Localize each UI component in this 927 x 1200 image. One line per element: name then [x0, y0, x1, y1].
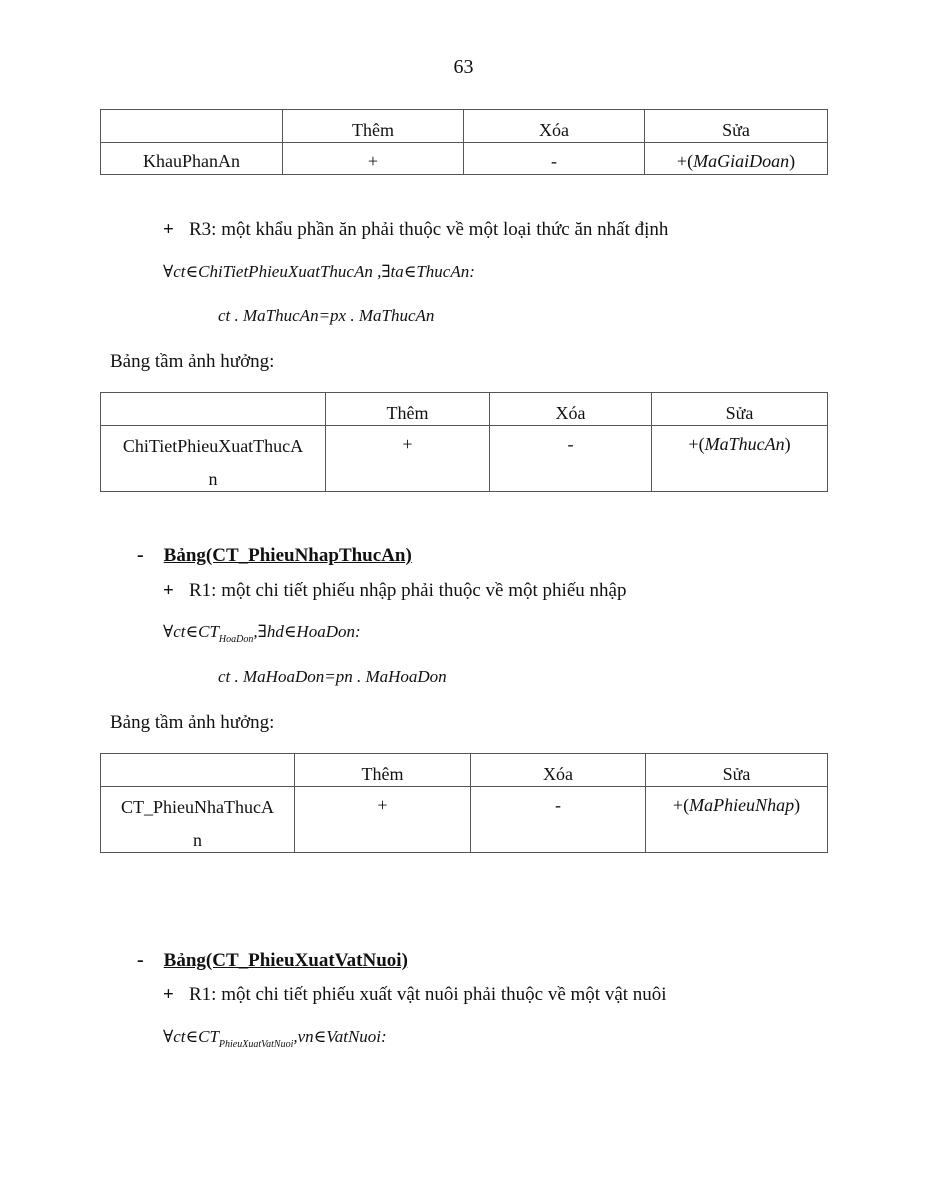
header-cell-empty [101, 754, 295, 787]
them-cell: + [295, 787, 471, 853]
table-row [101, 426, 828, 492]
table-name-line-2: n [193, 830, 202, 850]
sua-prefix: +( [672, 795, 690, 815]
formula-part-b: ,∃hd∈HoaDon: [253, 622, 361, 641]
rule-r3-text: R3: một khẩu phần ăn phải thuộc về một loại thức ăn nhất định [189, 219, 669, 240]
table-name-cell [101, 787, 295, 853]
rule-r1-formula-2: ct . MaHoaDon=pn . MaHoaDon [218, 667, 447, 686]
dash-bullet: - [137, 949, 144, 971]
table-name-cell: KhauPhanAn [101, 143, 283, 175]
sua-prefix: +( [688, 434, 705, 454]
section-title: Bảng(CT_PhieuNhapThucAn) [163, 545, 412, 566]
sua-suffix: ) [789, 151, 796, 171]
impact-label: Bảng tầm ảnh hưởng: [110, 712, 275, 733]
sua-cell [646, 787, 828, 853]
table-header-row [101, 110, 828, 143]
formula-part-a: ∀ct∈CT [163, 1027, 219, 1046]
header-cell-sua: Sửa [645, 110, 828, 143]
sua-field: MaPhieuNhap [689, 795, 795, 815]
header-cell-sua: Sửa [652, 393, 828, 426]
sua-field: MaGiaiDoan [693, 151, 790, 171]
table-name-line-1: CT_PhieuNhaThucA [121, 797, 274, 817]
rule-r1-vatnuoi [163, 984, 667, 1006]
header-cell-xoa: Xóa [471, 754, 646, 787]
dash-bullet: - [137, 544, 144, 566]
page-number: 63 [453, 56, 474, 78]
table-header-row [101, 754, 828, 787]
header-cell-xoa: Xóa [464, 110, 645, 143]
formula-subscript: HoaDon [218, 634, 254, 645]
header-cell-empty [101, 393, 326, 426]
section-heading-phieunhap [137, 544, 412, 567]
impact-table-khauphanan [100, 109, 828, 175]
impact-label: Bảng tầm ảnh hưởng: [110, 351, 275, 372]
table-header-row [101, 393, 828, 426]
sua-field: MaThucAn [704, 434, 785, 454]
sua-prefix: +( [676, 151, 694, 171]
bullet-plus: + [163, 984, 174, 1005]
sua-cell [645, 143, 828, 175]
sua-suffix: ) [784, 434, 791, 454]
xoa-cell: - [464, 143, 645, 175]
bullet-plus: + [163, 580, 174, 601]
table-name-line-2: n [208, 469, 218, 489]
header-cell-xoa: Xóa [490, 393, 652, 426]
formula-part-b: ,vn∈VatNuoi: [293, 1027, 387, 1046]
table-name-cell [101, 426, 326, 492]
impact-table-ct-phieunhap [100, 753, 828, 853]
header-cell-them: Thêm [283, 110, 464, 143]
header-cell-them: Thêm [295, 754, 471, 787]
rule-r1-vatnuoi-formula [163, 1027, 387, 1050]
table-row [101, 787, 828, 853]
header-cell-them: Thêm [326, 393, 490, 426]
rule-r1-formula-1 [163, 622, 361, 645]
xoa-cell: - [471, 787, 646, 853]
bullet-plus: + [163, 219, 174, 240]
xoa-cell: - [490, 426, 652, 492]
section-heading-phieuxuatvatnuoi [137, 949, 408, 972]
impact-table-chitietphieuxuat [100, 392, 828, 492]
rule-r1-phieunhap [163, 580, 626, 602]
formula-subscript: PhieuXuatVatNuoi [218, 1039, 294, 1050]
rule-r3-formula-2: ct . MaThucAn=px . MaThucAn [218, 306, 435, 325]
header-cell-empty [101, 110, 283, 143]
section-title: Bảng(CT_PhieuXuatVatNuoi) [163, 950, 408, 971]
them-cell: + [326, 426, 490, 492]
formula-part-a: ∀ct∈CT [163, 622, 219, 641]
header-cell-sua: Sửa [646, 754, 828, 787]
table-row [101, 143, 828, 175]
rule-r3 [163, 219, 668, 241]
rule-r3-formula-1: ∀ct∈ChiTietPhieuXuatThucAn ,∃ta∈ThucAn: [163, 262, 475, 281]
rule-text: R1: một chi tiết phiếu xuất vật nuôi phải thuộc về một vật nuôi [189, 984, 667, 1005]
sua-cell [652, 426, 828, 492]
them-cell: + [283, 143, 464, 175]
sua-suffix: ) [794, 795, 801, 815]
rule-text: R1: một chi tiết phiếu nhập phải thuộc về một phiếu nhập [189, 580, 627, 601]
table-name-line-1: ChiTietPhieuXuatThucA [122, 436, 304, 456]
